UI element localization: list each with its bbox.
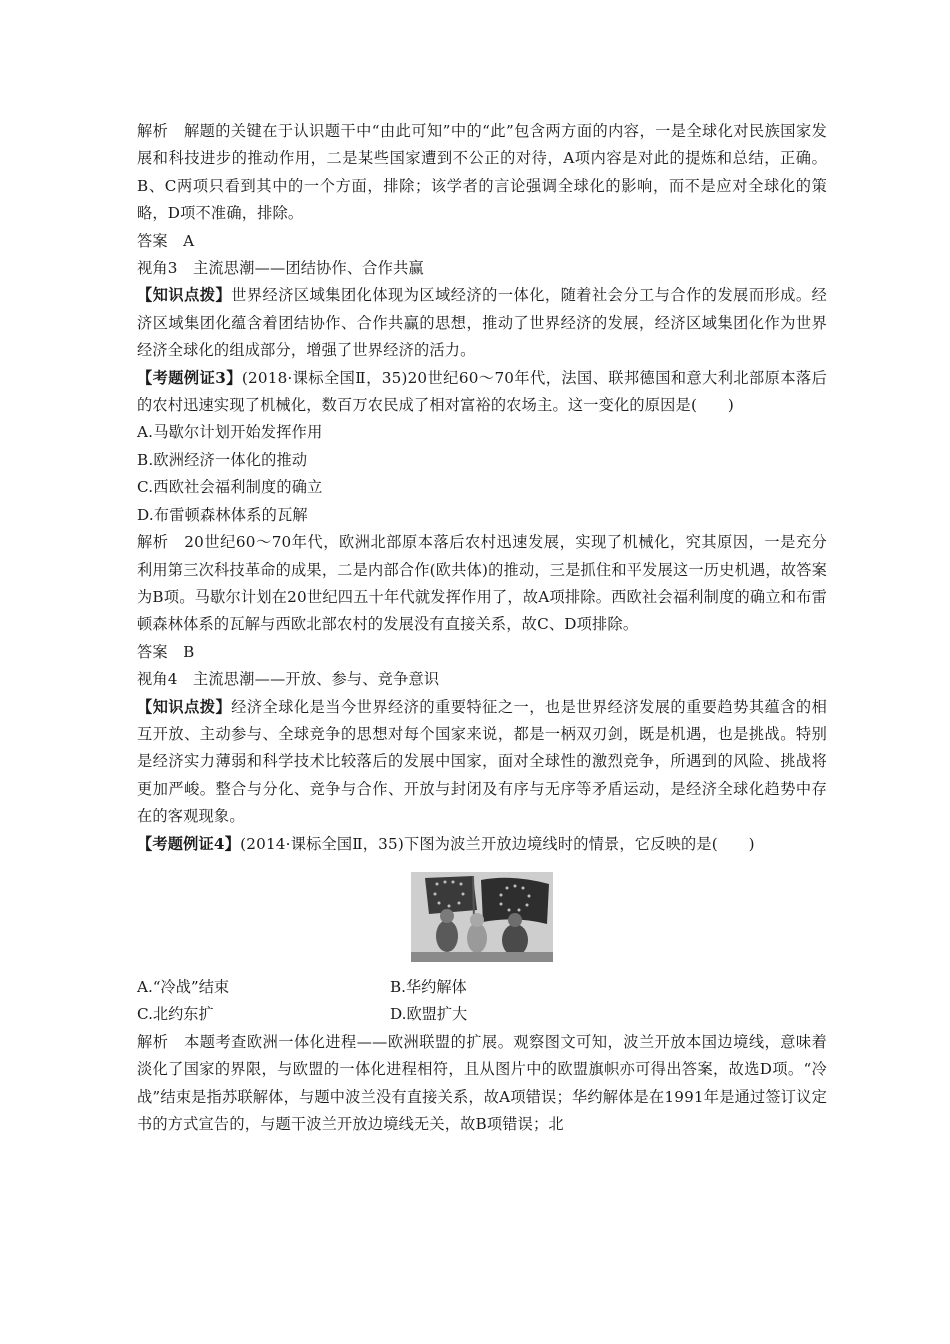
document-page: [137, 118, 827, 1138]
exam-4-options-row-2: [137, 1001, 827, 1028]
exam-3-option-d: D.布雷顿森林体系的瓦解: [137, 505, 308, 524]
knowledge-point-4-text: 经济全球化是当今世界经济的重要特征之一，也是世界经济发展的重要趋势其蕴含的相互开放、主动参与、全球竞争的思想对每个国家来说，都是一柄双刃剑，既是机遇，也是挑战。特别是经济实力薄弱和科学技术比较落后的发展中国家，面对全球性的激烈竞争，所遇到的风险、挑战将更加严峻。整合与分化、竞争与合作、开放与封闭及有序与无序等矛盾运动，是经济全球化趋势中存在的客观现象。: [137, 697, 827, 826]
view4-heading: 视角4 主流思潮——开放、参与、竞争意识: [137, 670, 440, 689]
knowledge-point-3-text: 世界经济区域集团化体现为区域经济的一体化，随着社会分工与合作的发展而形成。经济区域集团化蕴含着团结协作、合作共赢的思想，推动了世界经济的发展，经济区域集团化作为世界经济全球化的组成部分，增强了世界经济的活力。: [137, 286, 827, 360]
knowledge-point-3-label: 【知识点拨】: [137, 286, 232, 305]
knowledge-point-4: [137, 694, 827, 831]
analysis-paragraph-3: 解析 20世纪60～70年代，欧洲北部原本落后农村迅速发展，实现了机械化，究其原因，一是充分利用第三次科技革命的成果，二是内部合作(欧共体)的推动，三是抓住和平发展这一历史机遇，故答案为B项。马歇尔计划在20世纪四五十年代就发挥作用了，故A项排除。西欧社会福利制度的确立和布雷顿森林体系的瓦解与西欧北部农村的发展没有直接关系，故C、D项排除。: [137, 533, 827, 634]
poland-border-photo: [137, 872, 827, 962]
exam-4-option-b: B.华约解体: [390, 977, 467, 996]
exam-4-option-c: C.北约东扩: [137, 1005, 214, 1024]
exam-example-3-label: 【考题例证3】: [137, 368, 242, 387]
analysis-paragraph-1: 解析 解题的关键在于认识题干中“由此可知”中的“此”包含两方面的内容，一是全球化对民族国家发展和科技进步的推动作用，二是某些国家遭到不公正的对待，A项内容是对此的提炼和总结，正确。B、C两项只看到其中的一个方面，排除；该学者的言论强调全球化的影响，而不是应对全球化的策略，D项不准确，排除。: [137, 122, 827, 223]
exam-example-3-text: (2018·课标全国Ⅱ，35)20世纪60～70年代，法国、联邦德国和意大利北部原本落后的农村迅速实现了机械化，数百万农民成了相对富裕的农场主。这一变化的原因是( ): [137, 368, 827, 415]
exam-example-3: [137, 365, 827, 420]
knowledge-point-3: [137, 282, 827, 364]
exam-4-options-row-1: [137, 974, 827, 1001]
exam-4-option-a: A.“冷战”结束: [137, 977, 230, 996]
exam-example-4-label: 【考题例证4】: [137, 834, 241, 853]
eu-flag-photo-image: [411, 872, 553, 962]
view3-heading: 视角3 主流思潮——团结协作、合作共赢: [137, 259, 424, 278]
analysis-paragraph-4: 解析 本题考查欧洲一体化进程——欧洲联盟的扩展。观察图文可知，波兰开放本国边境线，意味着淡化了国家的界限，与欧盟的一体化进程相符，且从图片中的欧盟旗帜亦可得出答案，故选D项。“冷战”结束是指苏联解体，与题中波兰没有直接关系，故A项错误；华约解体是在1991年是通过签订议定书的方式宣告的，与题干波兰开放边境线无关，故B项错误；北: [137, 1032, 827, 1133]
answer-1: 答案 A: [137, 231, 195, 250]
exam-example-4: [137, 831, 827, 858]
exam-3-option-a: A.马歇尔计划开始发挥作用: [137, 423, 323, 442]
knowledge-point-4-label: 【知识点拨】: [137, 697, 232, 716]
exam-3-option-c: C.西欧社会福利制度的确立: [137, 478, 323, 497]
exam-4-option-d: D.欧盟扩大: [390, 1005, 468, 1024]
answer-3: 答案 B: [137, 642, 195, 661]
exam-example-4-text: (2014·课标全国Ⅱ，35)下图为波兰开放边境线时的情景，它反映的是( ): [240, 834, 755, 853]
exam-3-option-b: B.欧洲经济一体化的推动: [137, 450, 308, 469]
